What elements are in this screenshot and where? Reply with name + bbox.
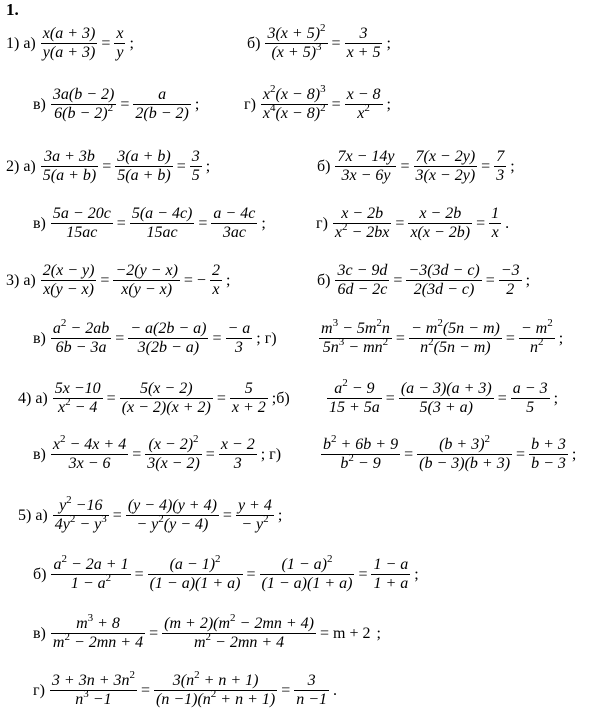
equation-line	[244, 82, 391, 123]
numerator: x(a + 3)	[42, 25, 96, 42]
operator: =	[116, 214, 126, 232]
expression	[40, 25, 127, 62]
denominator: 2(b − 2)	[135, 105, 189, 122]
denominator: y(a + 3)	[42, 44, 96, 61]
denominator: 5(3 + a)	[419, 399, 473, 416]
item-label: б)	[33, 565, 47, 583]
equation-line	[316, 205, 509, 242]
expression	[40, 262, 223, 299]
operator: =	[134, 565, 144, 583]
denominator: $b^2 - 9$	[340, 451, 381, 472]
punctuation: ;	[525, 271, 531, 289]
numerator: 5a − 20c	[52, 205, 111, 222]
numerator: $x^2(x - 8)^3$	[262, 82, 326, 103]
denominator: $x^2 - 4$	[58, 395, 98, 416]
numerator: x	[116, 25, 124, 42]
punctuation: .	[505, 214, 510, 232]
item-label: в)	[33, 329, 46, 347]
fraction	[335, 262, 389, 299]
operator: =	[358, 565, 368, 583]
denominator: x(y − x)	[121, 281, 173, 298]
denominator: (x − 2)(x + 2)	[121, 399, 211, 416]
operator: =	[205, 445, 215, 463]
fraction	[41, 148, 98, 185]
fraction	[115, 148, 172, 185]
denominator: x + 5	[346, 44, 381, 61]
numerator: (y − 4)(y + 4)	[127, 497, 217, 514]
punctuation: ;	[386, 95, 391, 113]
numerator: 2(x − y)	[42, 262, 95, 279]
fraction	[145, 432, 202, 473]
denominator: $4y^2 - y^3$	[54, 512, 107, 533]
equation-line	[6, 262, 230, 299]
denominator: 3(x − 2)	[147, 455, 200, 472]
fraction	[260, 552, 355, 593]
fraction	[345, 86, 383, 123]
fraction	[53, 493, 109, 534]
operator: =	[281, 681, 291, 699]
expression	[334, 262, 522, 299]
fraction	[41, 25, 98, 62]
equation-line	[247, 21, 391, 62]
numerator: 1 − a	[373, 556, 409, 573]
numerator: y + 4	[237, 497, 272, 514]
equation-line	[6, 25, 134, 62]
equation-line	[318, 316, 564, 357]
equation-line	[6, 148, 210, 185]
punctuation: ;	[194, 95, 200, 113]
numerator: $x^2 - 4x + 4$	[52, 432, 127, 453]
fraction	[335, 148, 396, 185]
denominator: 5(a + b)	[42, 167, 97, 184]
fraction	[128, 320, 208, 357]
item-label: в)	[33, 214, 46, 232]
denominator: 3	[496, 167, 505, 184]
fraction	[51, 316, 111, 357]
operator: =	[404, 445, 414, 463]
numerator: 3c − 9d	[337, 262, 388, 279]
numerator: 7(x − 2y)	[415, 148, 476, 165]
expression	[52, 493, 275, 534]
equation-line	[33, 668, 338, 709]
fraction	[319, 316, 392, 357]
numerator: $b^2 + 6b + 9$	[323, 432, 399, 453]
item-label: в)	[33, 624, 46, 642]
expression	[50, 432, 258, 473]
numerator: 3a + 3b	[41, 148, 98, 167]
fraction	[494, 148, 506, 185]
fraction	[399, 380, 494, 417]
item-label: г)	[316, 214, 328, 232]
expression	[264, 21, 383, 62]
operator: =	[102, 157, 112, 175]
numerator: $m^3 + 8$	[51, 615, 145, 634]
denominator: 15ac	[66, 224, 98, 241]
operator: =	[476, 214, 486, 232]
fraction	[53, 380, 103, 417]
punctuation: ;	[386, 34, 391, 52]
item-label: г)	[33, 681, 45, 699]
numerator: 3(a + b)	[117, 148, 171, 165]
numerator: a	[133, 86, 190, 105]
equation-line	[317, 148, 515, 185]
fraction	[333, 205, 392, 242]
fraction	[409, 316, 502, 357]
punctuation: ;	[277, 506, 283, 524]
numerator: $(1 - a)^2$	[260, 556, 355, 575]
denominator: 6d − 2c	[337, 281, 388, 298]
expression	[52, 380, 269, 417]
fraction	[50, 668, 137, 709]
denominator: $x^2 - 2bx$	[334, 220, 390, 241]
numerator: 5(a − 4c)	[131, 205, 193, 222]
fraction	[113, 262, 179, 299]
denominator: 3	[234, 339, 243, 356]
operator: =	[115, 329, 125, 347]
numerator: − $m^2(5n - m)$	[410, 316, 500, 337]
denominator: x + 2	[231, 399, 266, 416]
denominator: 3ac	[222, 224, 246, 241]
numerator: 5x −10	[54, 380, 101, 397]
denominator: $x^4(x - 8)^2$	[262, 101, 326, 122]
denominator: $n^3 -1$	[75, 687, 112, 708]
equation-line	[33, 611, 381, 652]
numerator: $(x - 2)^2$	[145, 436, 202, 455]
denominator: $6(b - 2)^2$	[54, 101, 114, 122]
equation-line	[320, 432, 577, 473]
numerator: 3	[191, 148, 200, 165]
denominator: $(n -1)(n^2 + n + 1)$	[156, 687, 276, 708]
fraction	[51, 86, 116, 123]
item-label: 5) а)	[18, 506, 48, 524]
denominator: 15ac	[146, 224, 178, 241]
numerator: $(m + 2)(m^2 - 2mn + 4)$	[164, 611, 315, 632]
punctuation: ;	[414, 565, 419, 583]
fraction	[51, 432, 128, 473]
numerator: x − 2b	[408, 205, 472, 224]
expression	[40, 148, 203, 185]
numerator: (a − 3)(a + 3)	[400, 380, 492, 397]
punctuation: ;	[510, 157, 515, 175]
operator: =	[176, 157, 186, 175]
expression	[50, 552, 411, 593]
fraction	[130, 205, 195, 242]
numerator: 2	[211, 262, 220, 279]
denominator: n −1	[296, 691, 328, 708]
denominator: 6b − 3a	[55, 339, 107, 356]
problem-number: 1.	[6, 0, 19, 19]
punctuation: ; г)	[256, 329, 277, 347]
operator: =	[216, 389, 226, 407]
expression	[334, 148, 507, 185]
punctuation: ; г)	[260, 445, 282, 463]
denominator: 3(x − 2y)	[415, 167, 476, 184]
numerator: x − 2	[220, 436, 255, 453]
punctuation: ;	[205, 157, 211, 175]
denominator: x(y − x)	[43, 281, 94, 298]
punctuation: ;б)	[271, 389, 290, 407]
operator: =	[246, 565, 256, 583]
fraction	[294, 672, 329, 709]
expression	[318, 316, 556, 357]
numerator: 5(x − 2)	[120, 380, 213, 399]
denominator: $5n^3 - mn^2$	[322, 335, 389, 356]
operator: =	[101, 34, 111, 52]
equation-line	[33, 552, 419, 593]
operator: =	[331, 95, 341, 113]
expression	[320, 432, 569, 473]
denominator: 2(3d − c)	[413, 281, 475, 298]
denominator: $x^2$	[357, 101, 370, 122]
fraction	[133, 86, 190, 123]
fraction	[327, 376, 382, 417]
equation-line	[33, 86, 199, 123]
operator: =	[120, 95, 130, 113]
numerator: − a(2b − a)	[130, 320, 207, 337]
fraction	[529, 436, 568, 473]
numerator: −2(y − x)	[115, 262, 178, 279]
denominator: x	[212, 281, 220, 298]
fraction	[126, 497, 219, 534]
denominator: 3	[233, 455, 242, 472]
fraction	[519, 316, 555, 357]
punctuation: .	[333, 681, 338, 699]
item-label: б)	[317, 271, 331, 289]
fraction	[41, 262, 97, 299]
fraction	[114, 25, 125, 62]
expression	[260, 82, 384, 123]
denominator: 5	[526, 399, 535, 416]
denominator: 3x − 6y	[341, 167, 391, 184]
numerator: 3	[294, 672, 329, 691]
numerator: b + 3	[531, 436, 566, 453]
denominator: x	[491, 224, 499, 241]
fraction	[261, 82, 328, 123]
punctuation: ;	[558, 329, 564, 347]
fraction	[154, 668, 277, 709]
operator: =	[331, 34, 341, 52]
punctuation: ;	[553, 389, 559, 407]
fraction	[236, 497, 274, 534]
denominator: $m^2 - 2mn + 4$	[193, 630, 285, 651]
numerator: $a^2 - 2a + 1$	[53, 552, 129, 573]
fraction	[417, 432, 512, 473]
numerator: 5	[230, 380, 268, 399]
denominator: 3(2b − a)	[137, 339, 200, 356]
denominator: $n^2(5n - m)$	[420, 335, 491, 356]
numerator: $a^2 - 2ab$	[52, 316, 110, 337]
operator: =	[481, 157, 491, 175]
expression	[326, 376, 551, 417]
fraction	[210, 262, 222, 299]
numerator: −3	[500, 262, 520, 279]
expression	[49, 668, 330, 709]
denominator: 5(a + b)	[117, 167, 171, 184]
numerator: 3	[345, 25, 383, 44]
denominator: 2	[506, 281, 515, 298]
fraction	[211, 205, 257, 242]
operator: =	[400, 157, 410, 175]
equation-line	[326, 376, 559, 417]
fraction	[414, 148, 478, 185]
fraction	[406, 262, 481, 299]
operator: =	[505, 329, 515, 347]
fraction	[511, 380, 550, 417]
denominator: (b − 3)(b + 3)	[419, 455, 511, 472]
operator: =	[112, 506, 122, 524]
fraction	[226, 320, 253, 357]
operator: = m + 2	[320, 624, 371, 642]
item-label: в)	[33, 95, 46, 113]
fraction	[499, 262, 522, 299]
fraction	[120, 380, 213, 417]
operator: =	[212, 329, 222, 347]
equation-line	[18, 493, 283, 534]
item-label: 1) а)	[6, 34, 36, 52]
fraction	[51, 611, 145, 652]
equation-line	[33, 432, 282, 473]
expression	[332, 205, 502, 242]
fraction	[345, 25, 383, 62]
fraction	[371, 556, 410, 593]
numerator: $(a - 1)^2$	[148, 556, 243, 575]
denominator: − $y^2$	[241, 512, 269, 533]
item-label: 2) а)	[6, 157, 36, 175]
operator: =	[198, 214, 208, 232]
expression	[50, 86, 192, 123]
fraction	[489, 205, 501, 242]
equation-line	[33, 205, 266, 242]
denominator: 1 + a	[373, 575, 409, 592]
item-label: 4) а)	[18, 389, 48, 407]
operator: =	[100, 271, 110, 289]
item-label: б)	[317, 157, 331, 175]
item-label: 3) а)	[6, 271, 36, 289]
operator: =	[395, 329, 405, 347]
operator: =	[149, 624, 159, 642]
fraction	[190, 148, 202, 185]
fraction	[230, 380, 268, 417]
equation-line	[33, 316, 277, 357]
fraction	[148, 552, 243, 593]
numerator: x − 2b	[333, 205, 392, 224]
operator: =	[106, 389, 116, 407]
equation-line	[317, 262, 530, 299]
numerator: 7	[496, 148, 505, 165]
expression	[50, 611, 374, 652]
punctuation: ;	[571, 445, 577, 463]
denominator: $n^2$	[530, 335, 544, 356]
fraction	[408, 205, 472, 242]
numerator: $3(n^2 + n + 1)$	[154, 672, 277, 691]
expression	[50, 205, 258, 242]
numerator: $y^2 -16$	[53, 497, 109, 516]
item-label: в)	[33, 445, 46, 463]
numerator: $(b + 3)^2$	[417, 436, 512, 455]
denominator: 15 + 5a	[329, 399, 380, 416]
item-label: б)	[247, 34, 261, 52]
fraction	[162, 611, 316, 652]
numerator: a − 4c	[213, 205, 256, 222]
numerator: $3(x + 5)^2$	[267, 21, 326, 42]
numerator: − $m^2$	[520, 316, 553, 337]
numerator: 3a(b − 2)	[52, 86, 115, 103]
denominator: (1 − a)(1 + a)	[261, 575, 353, 592]
numerator: $m^3 - 5m^2n$	[321, 316, 390, 337]
denominator: − $y^2(y - 4)$	[136, 512, 209, 533]
denominator: $m^2 - 2mn + 4$	[52, 630, 144, 651]
numerator: − a	[227, 320, 251, 337]
denominator: y	[116, 44, 124, 61]
equation-line	[18, 380, 290, 417]
numerator: a − 3	[512, 380, 548, 397]
operator: =	[516, 445, 526, 463]
operator: =	[222, 506, 232, 524]
numerator: $3 + 3n + 3n^2$	[51, 668, 135, 689]
item-label: г)	[244, 95, 256, 113]
fraction	[51, 205, 113, 242]
denominator: $1 - a^2$	[70, 571, 112, 592]
operator: = −	[183, 271, 206, 289]
denominator: 5	[191, 167, 200, 184]
denominator: $(x + 5)^3$	[271, 40, 322, 61]
expression	[50, 316, 253, 357]
punctuation: ;	[225, 271, 231, 289]
operator: =	[497, 389, 507, 407]
fraction	[51, 552, 130, 593]
denominator: b − 3	[531, 455, 566, 472]
numerator: x − 8	[346, 86, 381, 103]
numerator: 7x − 14y	[337, 148, 395, 165]
denominator: (1 − a)(1 + a)	[149, 575, 241, 592]
operator: =	[140, 681, 151, 699]
denominator: 3x − 6	[68, 455, 111, 472]
operator: =	[132, 445, 142, 463]
punctuation: ;	[261, 214, 266, 232]
operator: =	[393, 271, 403, 289]
operator: =	[395, 214, 405, 232]
numerator: 1	[491, 205, 500, 222]
fraction	[219, 436, 257, 473]
punctuation: ;	[129, 34, 134, 52]
fraction	[265, 21, 327, 62]
numerator: −3(3d − c)	[408, 262, 480, 279]
operator: =	[385, 389, 395, 407]
operator: =	[485, 271, 495, 289]
punctuation: ;	[376, 624, 381, 642]
denominator: x(x − 2b)	[410, 224, 471, 241]
numerator: $a^2 - 9$	[327, 380, 382, 399]
fraction	[321, 432, 400, 473]
